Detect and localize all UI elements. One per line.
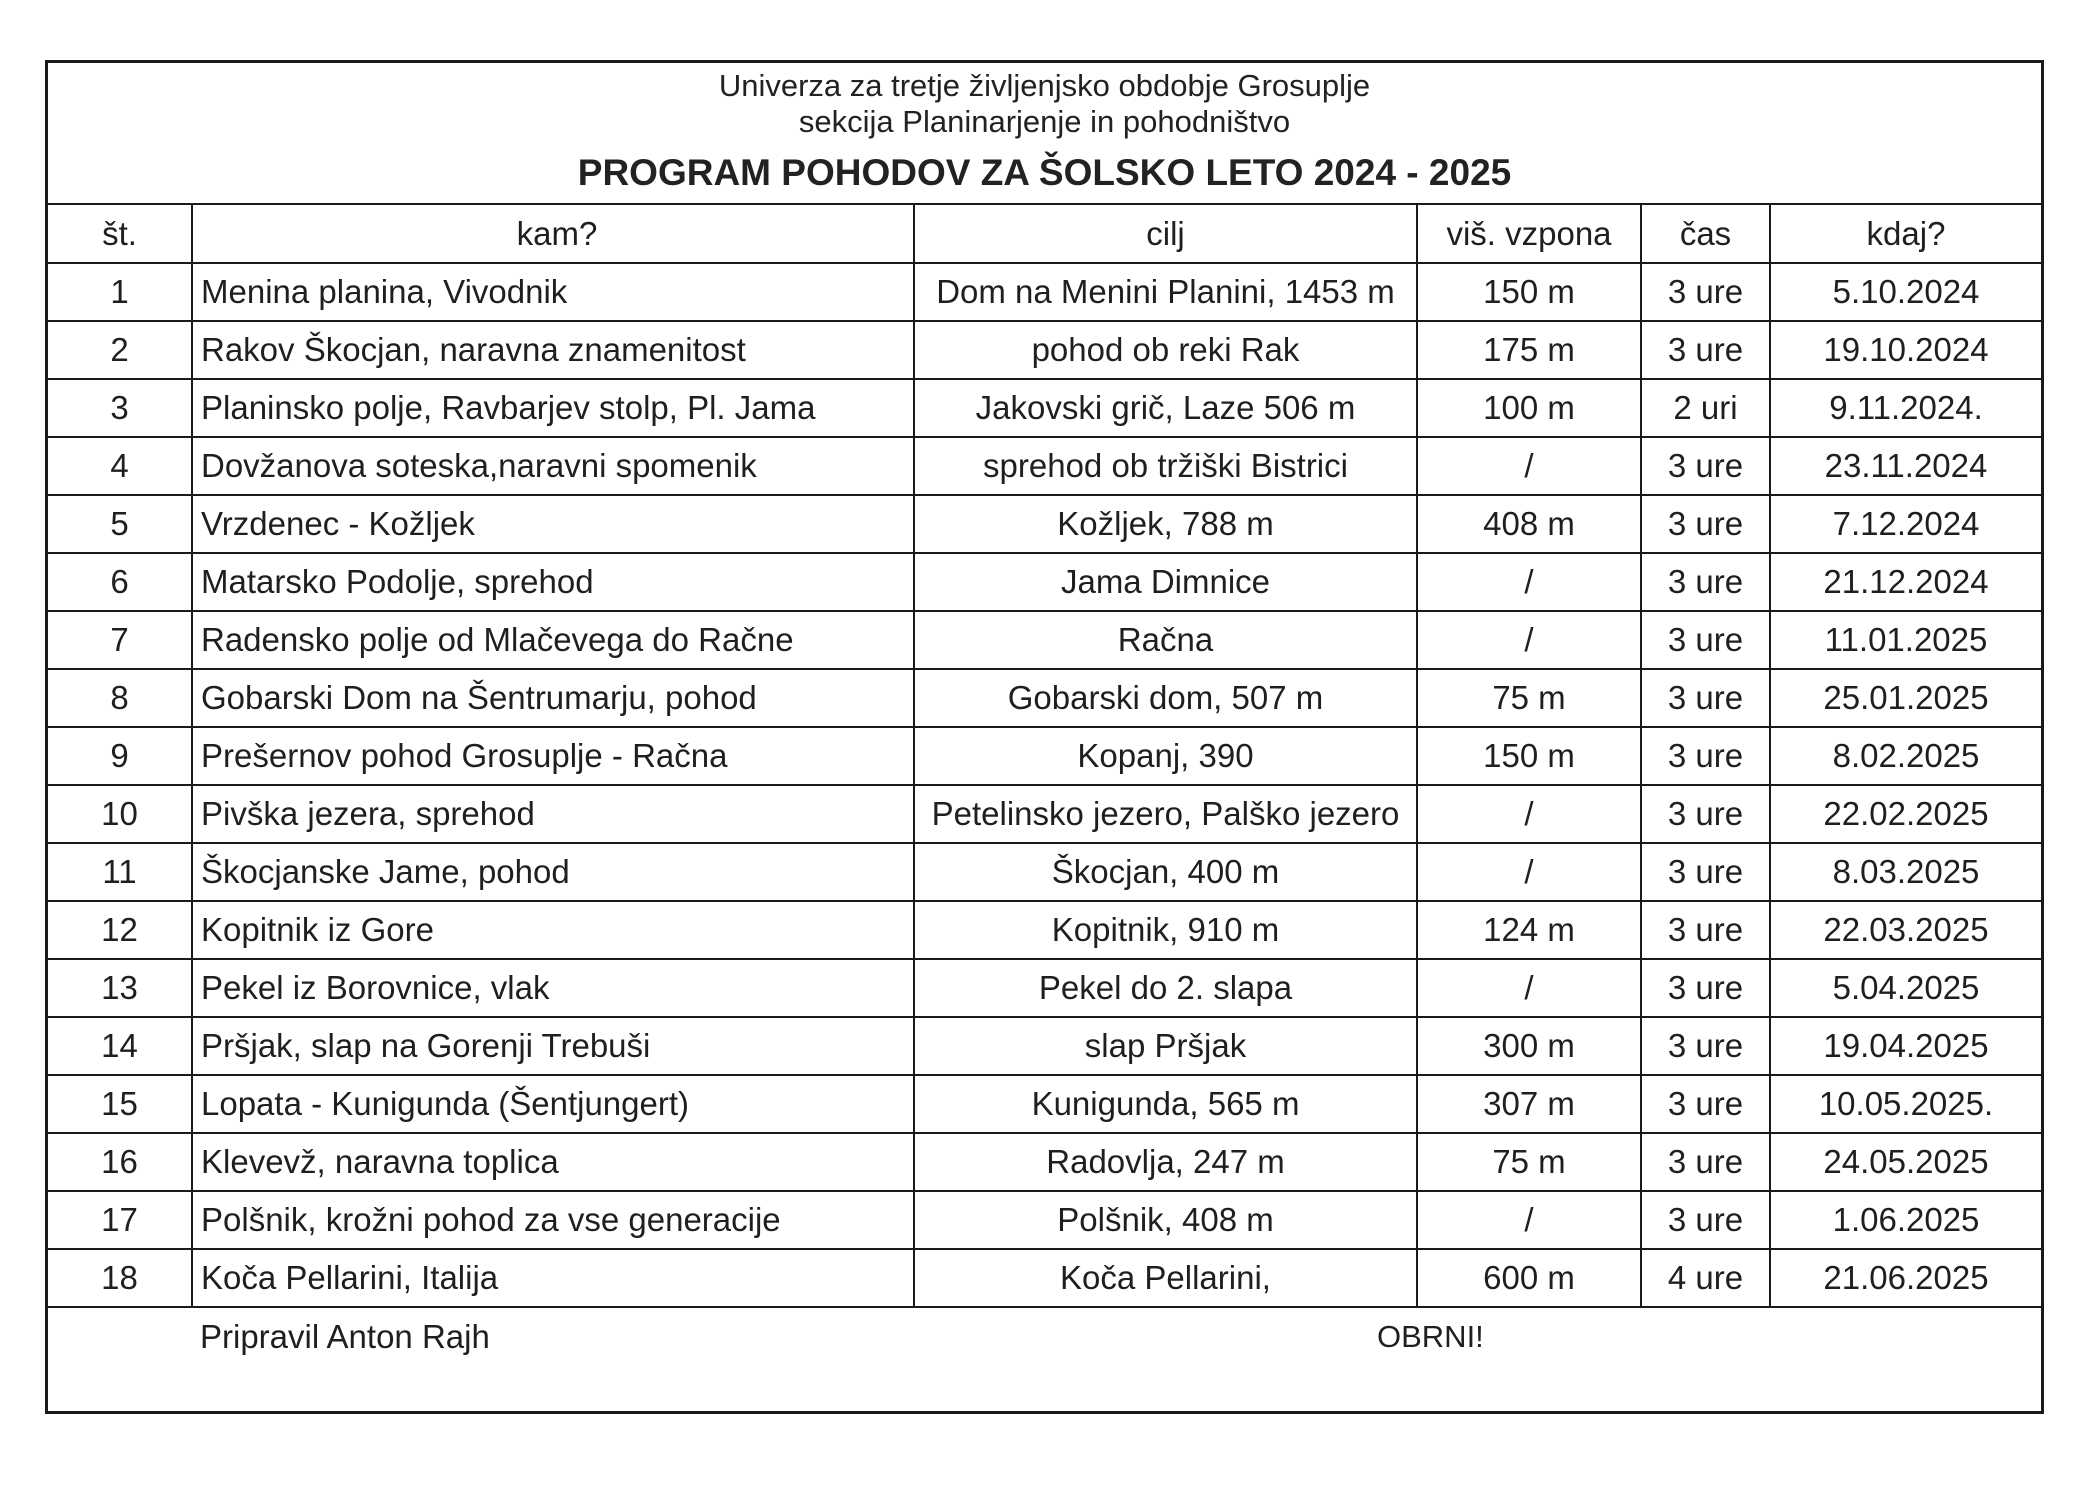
cell-kam: Menina planina, Vivodnik — [192, 263, 914, 321]
cell-num: 8 — [48, 669, 192, 727]
cell-num: 1 — [48, 263, 192, 321]
cell-kam: Polšnik, krožni pohod za vse generacije — [192, 1191, 914, 1249]
cell-cas: 3 ure — [1641, 263, 1770, 321]
cell-cilj: Gobarski dom, 507 m — [914, 669, 1417, 727]
cell-cilj: Polšnik, 408 m — [914, 1191, 1417, 1249]
cell-viz: 300 m — [1417, 1017, 1641, 1075]
cell-kam: Pršjak, slap na Gorenji Trebuši — [192, 1017, 914, 1075]
cell-cas: 3 ure — [1641, 553, 1770, 611]
cell-kdaj: 5.04.2025 — [1770, 959, 2041, 1017]
cell-num: 18 — [48, 1249, 192, 1307]
cell-kam: Kopitnik iz Gore — [192, 901, 914, 959]
cell-kam: Pekel iz Borovnice, vlak — [192, 959, 914, 1017]
cell-cas: 3 ure — [1641, 843, 1770, 901]
cell-kam: Radensko polje od Mlačevega do Račne — [192, 611, 914, 669]
turn-over-note: OBRNI! — [1377, 1318, 1484, 1354]
table-row — [48, 263, 2041, 321]
cell-num: 15 — [48, 1075, 192, 1133]
cell-viz: 75 m — [1417, 669, 1641, 727]
document-title: PROGRAM POHODOV ZA ŠOLSKO LETO 2024 - 2025 — [577, 152, 1512, 193]
cell-cilj: sprehod ob tržiški Bistrici — [914, 437, 1417, 495]
cell-kdaj: 10.05.2025. — [1770, 1075, 2041, 1133]
cell-cas: 3 ure — [1641, 785, 1770, 843]
cell-cas: 3 ure — [1641, 437, 1770, 495]
cell-viz: 175 m — [1417, 321, 1641, 379]
cell-cas: 3 ure — [1641, 495, 1770, 553]
cell-kam: Planinsko polje, Ravbarjev stolp, Pl. Jama — [192, 379, 914, 437]
cell-kam: Rakov Škocjan, naravna znamenitost — [192, 321, 914, 379]
cell-kdaj: 11.01.2025 — [1770, 611, 2041, 669]
cell-cas: 3 ure — [1641, 1075, 1770, 1133]
cell-kam: Matarsko Podolje, sprehod — [192, 553, 914, 611]
cell-viz: 124 m — [1417, 901, 1641, 959]
table-row — [48, 1075, 2041, 1133]
table-row — [48, 553, 2041, 611]
cell-kdaj: 8.02.2025 — [1770, 727, 2041, 785]
cell-cas: 3 ure — [1641, 1133, 1770, 1191]
column-header-kdaj: kdaj? — [1770, 205, 2041, 263]
cell-kam: Vrzdenec - Kožljek — [192, 495, 914, 553]
cell-viz: 150 m — [1417, 727, 1641, 785]
cell-cilj: Račna — [914, 611, 1417, 669]
cell-cas: 3 ure — [1641, 611, 1770, 669]
cell-num: 3 — [48, 379, 192, 437]
table-row — [48, 727, 2041, 785]
cell-num: 7 — [48, 611, 192, 669]
cell-kdaj: 7.12.2024 — [1770, 495, 2041, 553]
cell-cilj: Radovlja, 247 m — [914, 1133, 1417, 1191]
cell-num: 12 — [48, 901, 192, 959]
cell-viz: / — [1417, 437, 1641, 495]
cell-cilj: Kožljek, 788 m — [914, 495, 1417, 553]
table-row — [48, 785, 2041, 843]
cell-num: 5 — [48, 495, 192, 553]
cell-cas: 3 ure — [1641, 901, 1770, 959]
cell-kam: Škocjanske Jame, pohod — [192, 843, 914, 901]
cell-kdaj: 25.01.2025 — [1770, 669, 2041, 727]
table-row — [48, 959, 2041, 1017]
cell-num: 6 — [48, 553, 192, 611]
cell-kdaj: 22.03.2025 — [1770, 901, 2041, 959]
table-header-row — [48, 205, 2041, 263]
cell-kdaj: 19.10.2024 — [1770, 321, 2041, 379]
cell-cilj: Kopitnik, 910 m — [914, 901, 1417, 959]
cell-kam: Klevevž, naravna toplica — [192, 1133, 914, 1191]
program-sheet — [45, 60, 2044, 1414]
cell-num: 10 — [48, 785, 192, 843]
cell-cilj: Kunigunda, 565 m — [914, 1075, 1417, 1133]
cell-kam: Prešernov pohod Grosuplje - Račna — [192, 727, 914, 785]
cell-viz: / — [1417, 959, 1641, 1017]
cell-viz: 307 m — [1417, 1075, 1641, 1133]
cell-viz: 100 m — [1417, 379, 1641, 437]
table-row — [48, 1133, 2041, 1191]
table-row — [48, 1249, 2041, 1307]
cell-kdaj: 22.02.2025 — [1770, 785, 2041, 843]
footer-row — [48, 1307, 2041, 1365]
cell-cas: 2 uri — [1641, 379, 1770, 437]
hikes-table — [48, 205, 2041, 1365]
cell-kdaj: 19.04.2025 — [1770, 1017, 2041, 1075]
cell-kam: Lopata - Kunigunda (Šentjungert) — [192, 1075, 914, 1133]
cell-kam: Koča Pellarini, Italija — [192, 1249, 914, 1307]
cell-cilj: Pekel do 2. slapa — [914, 959, 1417, 1017]
column-header-cilj: cilj — [914, 205, 1417, 263]
author-note: Pripravil Anton Rajh — [200, 1317, 490, 1355]
section-name: sekcija Planinarjenje in pohodništvo — [798, 104, 1291, 139]
cell-viz: 408 m — [1417, 495, 1641, 553]
cell-cas: 3 ure — [1641, 669, 1770, 727]
cell-cilj: Jama Dimnice — [914, 553, 1417, 611]
cell-viz: 600 m — [1417, 1249, 1641, 1307]
cell-cilj: Jakovski grič, Laze 506 m — [914, 379, 1417, 437]
column-header-viz: viš. vzpona — [1417, 205, 1641, 263]
document-header — [48, 63, 2041, 205]
cell-kdaj: 21.06.2025 — [1770, 1249, 2041, 1307]
cell-viz: / — [1417, 785, 1641, 843]
cell-cilj: Petelinsko jezero, Palško jezero — [914, 785, 1417, 843]
cell-num: 4 — [48, 437, 192, 495]
cell-kdaj: 23.11.2024 — [1770, 437, 2041, 495]
cell-num: 2 — [48, 321, 192, 379]
table-row — [48, 379, 2041, 437]
organization-name: Univerza za tretje življenjsko obdobje Grosuplje — [718, 68, 1371, 103]
cell-cas: 4 ure — [1641, 1249, 1770, 1307]
cell-cas: 3 ure — [1641, 1191, 1770, 1249]
cell-num: 16 — [48, 1133, 192, 1191]
cell-cilj: Škocjan, 400 m — [914, 843, 1417, 901]
cell-cilj: Kopanj, 390 — [914, 727, 1417, 785]
table-row — [48, 901, 2041, 959]
cell-num: 13 — [48, 959, 192, 1017]
cell-kdaj: 24.05.2025 — [1770, 1133, 2041, 1191]
cell-num: 14 — [48, 1017, 192, 1075]
table-row — [48, 669, 2041, 727]
cell-kdaj: 1.06.2025 — [1770, 1191, 2041, 1249]
column-header-kam: kam? — [192, 205, 914, 263]
cell-viz: 150 m — [1417, 263, 1641, 321]
cell-viz: 75 m — [1417, 1133, 1641, 1191]
cell-num: 17 — [48, 1191, 192, 1249]
cell-cas: 3 ure — [1641, 321, 1770, 379]
table-row — [48, 1017, 2041, 1075]
cell-kdaj: 8.03.2025 — [1770, 843, 2041, 901]
cell-viz: / — [1417, 843, 1641, 901]
cell-kam: Gobarski Dom na Šentrumarju, pohod — [192, 669, 914, 727]
cell-kam: Dovžanova soteska,naravni spomenik — [192, 437, 914, 495]
cell-kdaj: 9.11.2024. — [1770, 379, 2041, 437]
column-header-num: št. — [48, 205, 192, 263]
cell-cilj: Koča Pellarini, — [914, 1249, 1417, 1307]
cell-num: 11 — [48, 843, 192, 901]
cell-cas: 3 ure — [1641, 727, 1770, 785]
table-row — [48, 495, 2041, 553]
cell-cilj: Dom na Menini Planini, 1453 m — [914, 263, 1417, 321]
cell-cilj: slap Pršjak — [914, 1017, 1417, 1075]
cell-kdaj: 21.12.2024 — [1770, 553, 2041, 611]
cell-viz: / — [1417, 611, 1641, 669]
cell-num: 9 — [48, 727, 192, 785]
cell-viz: / — [1417, 1191, 1641, 1249]
table-row — [48, 611, 2041, 669]
cell-viz: / — [1417, 553, 1641, 611]
table-row — [48, 1191, 2041, 1249]
cell-cas: 3 ure — [1641, 1017, 1770, 1075]
table-row — [48, 437, 2041, 495]
table-row — [48, 321, 2041, 379]
column-header-cas: čas — [1641, 205, 1770, 263]
table-body — [48, 263, 2041, 1307]
cell-cilj: pohod ob reki Rak — [914, 321, 1417, 379]
table-row — [48, 843, 2041, 901]
cell-kam: Pivška jezera, sprehod — [192, 785, 914, 843]
cell-kdaj: 5.10.2024 — [1770, 263, 2041, 321]
cell-cas: 3 ure — [1641, 959, 1770, 1017]
